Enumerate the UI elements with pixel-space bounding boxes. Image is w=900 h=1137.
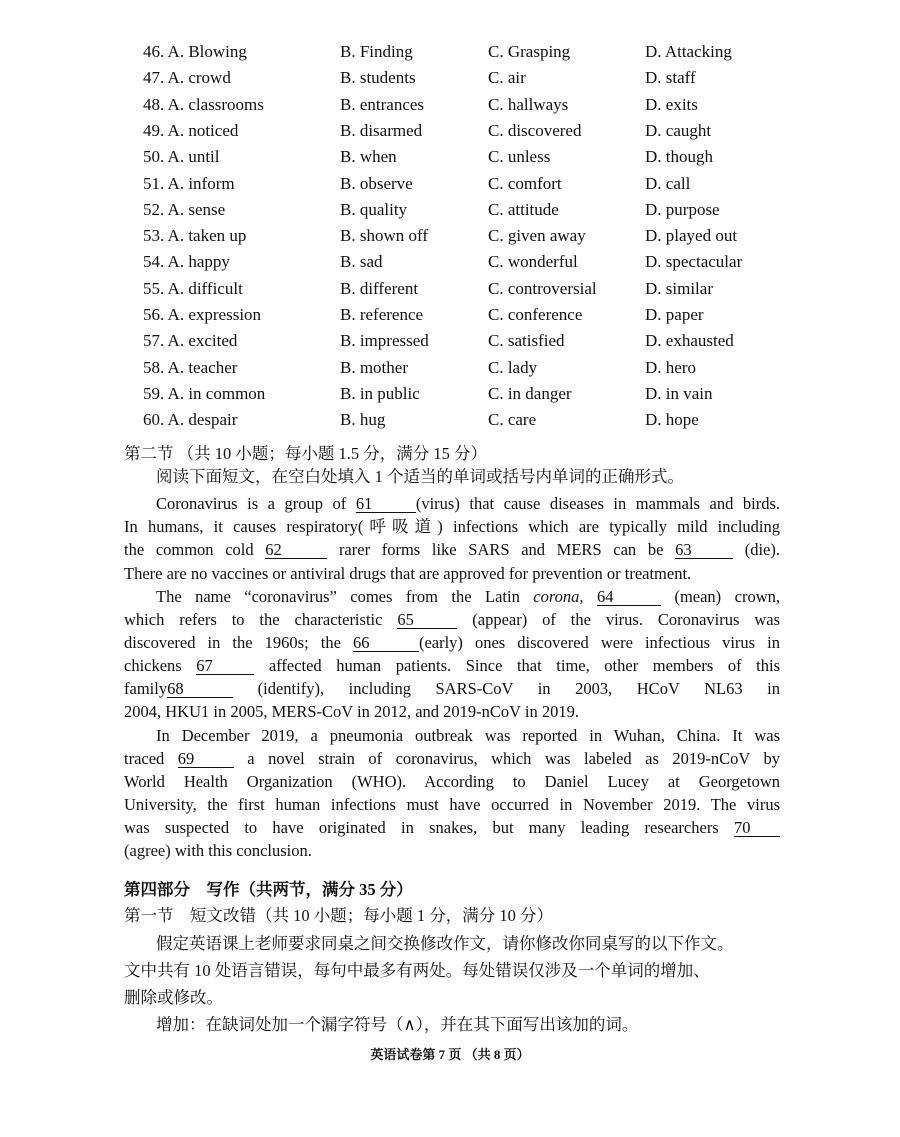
text-segment: There are no vaccines or antiviral drugs that are approved for prevention or treatment.	[124, 564, 692, 583]
option-57-b: B. impressed	[340, 331, 429, 351]
passage-line	[124, 517, 780, 537]
passage-line	[124, 702, 780, 722]
option-47-a: 47. A. crowd	[143, 68, 231, 88]
passage-line	[124, 841, 780, 861]
option-46-b: B. Finding	[340, 42, 413, 61]
option-60-d: D. hope	[645, 410, 699, 430]
option-53-c: C. given away	[488, 226, 586, 246]
page-footer: 英语试卷第 7 页 （共 8 页）	[370, 1047, 530, 1062]
option-58-c: C. lady	[488, 357, 538, 377]
passage-line	[124, 633, 780, 653]
blank-70: 70	[734, 820, 780, 837]
text-segment: affected human patients. Since that time, other members of this	[254, 656, 780, 675]
option-51-c: C. comfort	[488, 173, 562, 193]
text-segment: was suspected to have originated in snakes, but many leading researchers	[124, 818, 734, 837]
option-46-d: D. Attacking	[645, 42, 732, 61]
option-59-a: 59. A. in common	[143, 383, 266, 403]
option-60-b: B. hug	[340, 410, 386, 430]
text-segment: Coronavirus is a group of	[156, 494, 356, 513]
blank-64: 64	[597, 589, 661, 606]
blank-69: 69	[178, 751, 234, 768]
text-segment: (virus) that cause diseases in mammals and birds.	[415, 494, 780, 513]
option-55-d: D. similar	[645, 278, 713, 298]
text-segment: (identify), including SARS-CoV in 2003, HCoV NL63 in	[233, 679, 780, 698]
passage-line	[124, 772, 780, 792]
option-56-a: 56. A. expression	[143, 305, 262, 324]
blank-67: 67	[196, 658, 254, 675]
text-segment: traced	[124, 749, 178, 768]
passage-line	[124, 679, 780, 699]
option-48-c: C. hallways	[488, 94, 569, 114]
option-55-a: 55. A. difficult	[143, 278, 243, 298]
option-54-d: D. spectacular	[645, 252, 743, 272]
blank-62: 62	[265, 542, 327, 559]
text-segment: ,	[579, 587, 597, 606]
text-segment: University, the first human infections must have occurred in November 2019. The virus	[124, 795, 780, 814]
passage-line	[124, 656, 780, 676]
text-segment: (agree) with this conclusion.	[124, 841, 312, 860]
option-47-b: B. students	[340, 68, 416, 88]
option-52-d: D. purpose	[645, 199, 720, 219]
option-56-b: B. reference	[340, 305, 424, 324]
blank-61: 61	[356, 496, 416, 513]
option-53-a: 53. A. taken up	[143, 226, 247, 246]
option-51-a: 51. A. inform	[143, 173, 235, 193]
option-50-c: C. unless	[488, 147, 551, 167]
text-segment: In humans, it causes respiratory(呼吸道) infections which are typically mild including	[124, 517, 780, 536]
option-46-a: 46. A. Blowing	[143, 42, 247, 61]
text-segment: discovered in the 1960s; the	[124, 633, 353, 652]
option-57-a: 57. A. excited	[143, 331, 238, 351]
text-segment: (die).	[733, 540, 780, 559]
passage-line	[156, 494, 780, 514]
part4-sub-heading: 第一节 短文改错（共 10 小题；每小题 1 分，满分 10 分）	[124, 906, 553, 925]
option-52-c: C. attitude	[488, 199, 559, 219]
blank-66: 66	[353, 635, 419, 652]
option-55-c: C. controversial	[488, 278, 597, 298]
section2-instruction: 阅读下面短文，在空白处填入 1 个适当的单词或括号内单词的正确形式。	[156, 467, 684, 486]
text-segment: The name “coronavirus” comes from the Latin	[156, 587, 534, 606]
option-46-c: C. Grasping	[488, 42, 571, 61]
passage-line	[124, 749, 780, 769]
passage-line	[124, 610, 780, 630]
text-segment: a novel strain of coronavirus, which was labeled as 2019-nCoV by	[233, 749, 780, 768]
text-segment: 2004, HKU1 in 2005, MERS-CoV in 2012, and 2019-nCoV in 2019.	[124, 702, 579, 721]
option-59-c: C. in danger	[488, 383, 572, 403]
option-49-a: 49. A. noticed	[143, 120, 239, 140]
text-segment: chickens	[124, 656, 197, 675]
text-segment: World Health Organization (WHO). According to Daniel Lucey at Georgetown	[124, 772, 780, 791]
option-49-c: C. discovered	[488, 120, 582, 140]
instruction-line: 删除或修改。	[124, 988, 223, 1007]
option-57-d: D. exhausted	[645, 331, 734, 351]
option-48-b: B. entrances	[340, 94, 425, 114]
option-56-c: C. conference	[488, 305, 583, 324]
option-55-b: B. different	[340, 278, 419, 298]
text-segment: In December 2019, a pneumonia outbreak was reported in Wuhan, China. It was	[156, 726, 780, 745]
option-48-a: 48. A. classrooms	[143, 94, 264, 114]
italic-word: corona	[533, 587, 580, 606]
option-48-d: D. exits	[645, 94, 698, 114]
option-47-c: C. air	[488, 68, 526, 88]
option-59-b: B. in public	[340, 383, 420, 403]
option-49-b: B. disarmed	[340, 120, 423, 140]
option-53-b: B. shown off	[340, 226, 428, 246]
text-segment: the common cold	[124, 540, 266, 559]
text-segment: family	[124, 679, 168, 698]
option-54-a: 54. A. happy	[143, 252, 230, 272]
passage-line	[124, 540, 780, 560]
instruction-line: 文中共有 10 处语言错误，每句中最多有两处。每处错误仅涉及一个单词的增加、	[124, 961, 710, 980]
option-47-d: D. staff	[645, 68, 696, 88]
option-59-d: D. in vain	[645, 383, 713, 403]
option-52-a: 52. A. sense	[143, 199, 226, 219]
option-49-d: D. caught	[645, 120, 712, 140]
instruction-addition: 增加：在缺词处加一个漏字符号（∧），并在其下面写出该加的词。	[156, 1015, 639, 1034]
option-58-a: 58. A. teacher	[143, 357, 238, 377]
text-segment: (early) ones discovered were infectious virus in	[418, 633, 780, 652]
section2-heading: 第二节 （共 10 小题；每小题 1.5 分，满分 15 分）	[124, 444, 487, 463]
text-segment: which refers to the characteristic	[124, 610, 398, 629]
option-53-d: D. played out	[645, 226, 738, 246]
option-51-b: B. observe	[340, 173, 413, 193]
blank-65: 65	[397, 612, 457, 629]
option-50-a: 50. A. until	[143, 147, 220, 167]
blank-68: 68	[167, 681, 233, 698]
option-54-c: C. wonderful	[488, 252, 578, 272]
option-60-c: C. care	[488, 410, 537, 430]
instruction-line: 假定英语课上老师要求同桌之间交换修改作文，请你修改你同桌写的以下作文。	[156, 934, 734, 953]
option-56-d: D. paper	[645, 305, 704, 324]
passage-line	[124, 818, 780, 838]
text-segment: (appear) of the virus. Coronavirus was	[457, 610, 780, 629]
blank-63: 63	[675, 542, 733, 559]
option-58-b: B. mother	[340, 357, 408, 377]
passage-line	[124, 564, 780, 584]
option-52-b: B. quality	[340, 199, 408, 219]
option-54-b: B. sad	[340, 252, 383, 272]
text-segment: (mean) crown,	[661, 587, 780, 606]
option-60-a: 60. A. despair	[143, 410, 238, 430]
option-58-d: D. hero	[645, 357, 696, 377]
passage-line	[124, 795, 780, 815]
option-50-d: D. though	[645, 147, 713, 167]
passage-line	[156, 587, 780, 607]
option-51-d: D. call	[645, 173, 691, 193]
passage-line	[156, 726, 780, 746]
option-57-c: C. satisfied	[488, 331, 565, 351]
option-50-b: B. when	[340, 147, 397, 167]
text-segment: rarer forms like SARS and MERS can be	[327, 540, 676, 559]
part4-heading: 第四部分 写作（共两节，满分 35 分）	[124, 880, 413, 899]
